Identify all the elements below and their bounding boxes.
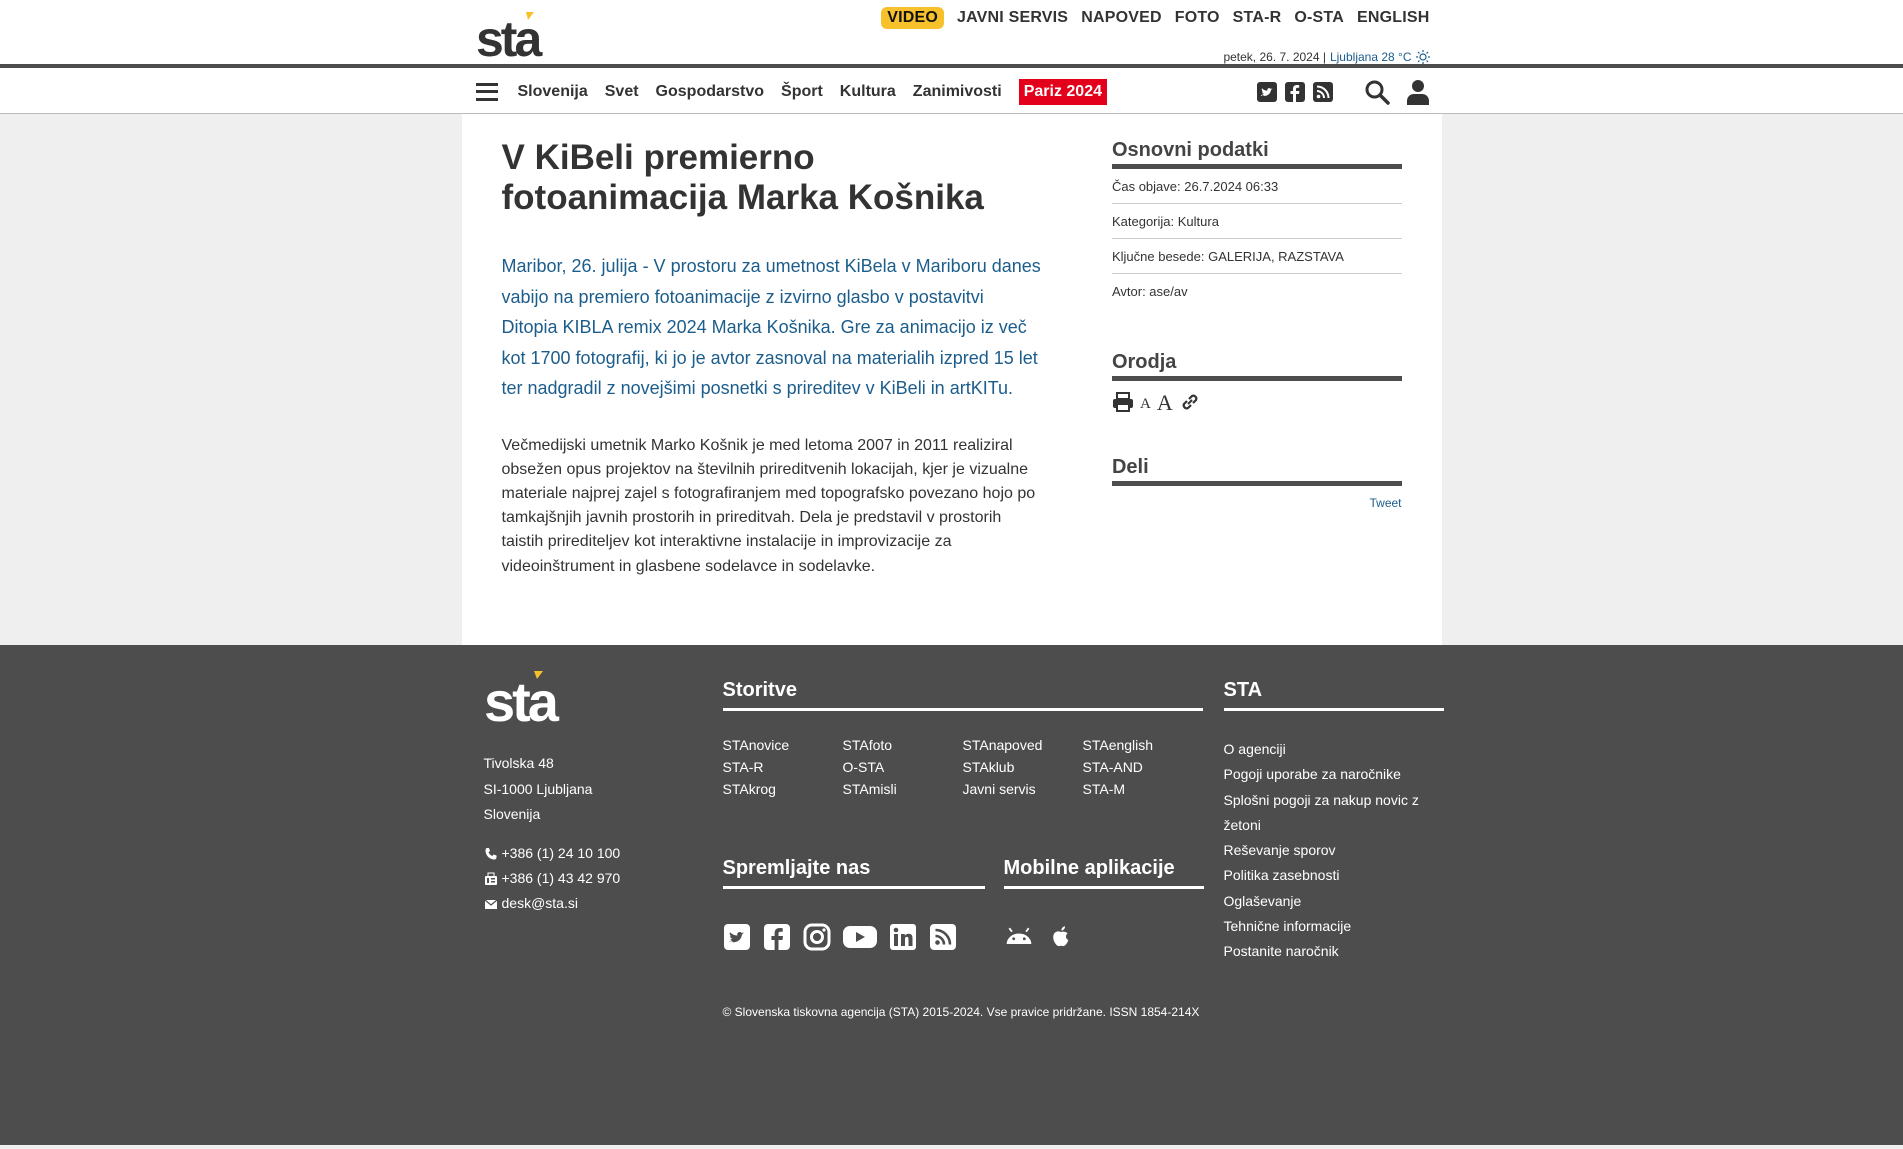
sta-heading: STA <box>1224 679 1444 711</box>
search-icon[interactable] <box>1364 79 1390 105</box>
phone-row[interactable] <box>484 841 621 866</box>
article-container <box>462 114 1442 645</box>
service-link[interactable]: STAfoto <box>842 737 893 753</box>
sta-logo[interactable] <box>476 10 566 62</box>
fax-number: +386 (1) 43 42 970 <box>501 870 621 886</box>
phone-icon <box>484 847 498 861</box>
top-link-o-sta[interactable]: O-STA <box>1294 9 1344 26</box>
tools-section <box>1112 350 1402 413</box>
service-link[interactable]: STAkrog <box>722 781 776 797</box>
article-lead: Maribor, 26. julija - V prostoru za umetnost KiBela v Mariboru danes vabijo na premiero fotoanimacije z izvirno glasbo v postavitvi Ditopia KIBLA remix 2024 Marka Košnika. Gre za animacijo iz več kot 1700 fotografij, ki jo je avtor zasnoval na materialih izpred 15 let ter nadgradil z novejšimi posnetki s prireditev v KiBeli in artKITu. <box>501 256 1041 398</box>
menu-icon[interactable] <box>476 83 498 101</box>
tools-row <box>1112 391 1402 413</box>
nav-slovenija[interactable]: Slovenija <box>517 82 588 100</box>
author: Avtor: ase/av <box>1111 284 1188 299</box>
service-link[interactable]: STAklub <box>962 759 1015 775</box>
sta-link[interactable]: Pogoji uporabe za naročnike <box>1223 766 1401 783</box>
social-links <box>723 923 957 951</box>
link-icon[interactable] <box>1179 391 1201 413</box>
address-line: Tivolska 48 <box>483 755 554 771</box>
article <box>502 138 1042 645</box>
basic-info-heading: Osnovni podatki <box>1112 138 1402 169</box>
facebook-icon[interactable] <box>1284 81 1306 103</box>
mobile-apps <box>1004 923 1076 951</box>
font-increase-button[interactable]: A <box>1156 390 1173 415</box>
nav-icons <box>1256 79 1430 105</box>
nav-svet[interactable]: Svet <box>604 82 639 100</box>
address-line: SI-1000 Ljubljana <box>483 780 593 797</box>
service-link[interactable]: STA-M <box>1082 781 1126 797</box>
copyright: © Slovenska tiskovna agencija (STA) 2015-2024. Vse pravice pridržane. ISSN 1854-214X <box>722 1005 1200 1019</box>
font-decrease-button[interactable]: A <box>1139 396 1151 412</box>
sta-link[interactable]: Oglaševanje <box>1223 892 1302 909</box>
twitter-icon[interactable] <box>1256 81 1278 103</box>
storitve-links <box>723 737 1203 797</box>
sta-link[interactable]: O agenciji <box>1223 741 1286 757</box>
sta-link[interactable]: Politika zasebnosti <box>1223 867 1340 884</box>
sta-link[interactable]: Tehnične informacije <box>1223 918 1352 935</box>
service-link[interactable]: STAenglish <box>1082 737 1154 753</box>
service-link[interactable]: STA-R <box>722 759 764 775</box>
instagram-icon[interactable] <box>803 923 831 951</box>
current-date: petek, 26. 7. 2024 | <box>1223 50 1326 64</box>
article-title: V KiBeli premierno fotoanimacija Marka Košnika <box>501 138 984 217</box>
weather-link[interactable]: Ljubljana 28 °C <box>1329 50 1412 64</box>
nav-zanimivosti[interactable]: Zanimivosti <box>912 82 1002 100</box>
email-address: desk@sta.si <box>501 895 578 911</box>
top-nav <box>881 7 1429 29</box>
top-link-video[interactable]: VIDEO <box>881 7 944 29</box>
top-link-english[interactable]: ENGLISH <box>1356 9 1430 26</box>
sta-link[interactable]: Postanite naročnik <box>1223 943 1339 960</box>
svg-text:sta: sta <box>475 11 539 62</box>
top-header <box>0 0 1903 68</box>
linkedin-icon[interactable] <box>889 923 917 951</box>
email-row[interactable] <box>484 891 621 916</box>
nav-sport[interactable]: Šport <box>781 82 823 100</box>
nav-gospodarstvo[interactable]: Gospodarstvo <box>655 82 765 100</box>
storitve-heading: Storitve <box>723 679 1203 711</box>
service-link[interactable]: STAnapoved <box>962 737 1043 753</box>
follow-heading: Spremljajte nas <box>723 857 985 889</box>
top-link-foto[interactable]: FOTO <box>1174 9 1220 26</box>
footer-sta-logo[interactable] <box>484 669 584 727</box>
nav-kultura[interactable]: Kultura <box>839 82 896 100</box>
top-link-napoved[interactable]: NAPOVED <box>1081 9 1162 26</box>
mobile-apps-heading: Mobilne aplikacije <box>1004 857 1204 889</box>
apple-icon[interactable] <box>1046 923 1076 951</box>
service-link[interactable]: STAmisli <box>842 781 897 797</box>
main-nav-bar <box>0 68 1903 114</box>
top-link-javni-servis[interactable]: JAVNI SERVIS <box>957 9 1069 26</box>
footer <box>0 645 1903 1145</box>
sta-link[interactable]: Reševanje sporov <box>1223 842 1336 859</box>
tweet-button[interactable]: Tweet <box>1369 496 1402 510</box>
youtube-icon[interactable] <box>843 923 877 951</box>
fax-icon <box>484 872 498 886</box>
facebook-icon[interactable] <box>763 923 791 951</box>
service-link[interactable]: STAnovice <box>722 737 790 753</box>
sta-link[interactable]: Splošni pogoji za nakup novic z žetoni <box>1223 791 1419 833</box>
category-nav <box>518 79 1107 105</box>
share-heading: Deli <box>1112 455 1402 486</box>
publish-time: Čas objave: 26.7.2024 06:33 <box>1112 169 1402 204</box>
footer-contact <box>484 841 621 916</box>
twitter-icon[interactable] <box>723 923 751 951</box>
article-sidebar <box>1112 138 1402 645</box>
android-icon[interactable] <box>1004 923 1034 951</box>
sun-icon <box>1416 50 1430 64</box>
category[interactable]: Kategorija: Kultura <box>1112 204 1402 239</box>
service-link[interactable]: STA-AND <box>1082 759 1143 775</box>
share-section <box>1112 455 1402 510</box>
print-icon[interactable] <box>1112 391 1134 413</box>
service-link[interactable]: Javni servis <box>962 781 1036 797</box>
envelope-icon <box>484 897 498 911</box>
user-icon[interactable] <box>1406 79 1430 105</box>
svg-text:sta: sta <box>483 670 556 727</box>
sta-links <box>1224 737 1444 965</box>
basic-info-section <box>1112 138 1402 308</box>
rss-icon[interactable] <box>1312 81 1334 103</box>
footer-address <box>484 751 593 828</box>
article-body: Večmedijski umetnik Marko Košnik je med letoma 2007 in 2011 realiziral obsežen opus projektov na številnih prireditvenih lokacijah, kjer je vizualne materiale najprej zajel s fotografiranjem med topografsko povezano hojo po tamkajšnjih javnih prostorih in prireditvah. Dela je predstavil v prostorih taistih prirediteljev kot interaktivne instalacije in improvizacije za videoinštrument in glasbene sodelavce in sodelavke. <box>501 436 1036 575</box>
keywords[interactable]: Ključne besede: GALERIJA, RAZSTAVA <box>1112 239 1402 274</box>
top-link-sta-r[interactable]: STA-R <box>1232 9 1282 26</box>
nav-pariz-2024[interactable]: Pariz 2024 <box>1019 79 1107 105</box>
fax-row <box>484 866 621 891</box>
date-weather <box>1223 50 1429 64</box>
phone-number: +386 (1) 24 10 100 <box>501 845 621 861</box>
service-link[interactable]: O-STA <box>842 759 885 775</box>
rss-icon[interactable] <box>929 923 957 951</box>
tools-heading: Orodja <box>1112 350 1402 381</box>
address-line: Slovenija <box>483 806 541 822</box>
